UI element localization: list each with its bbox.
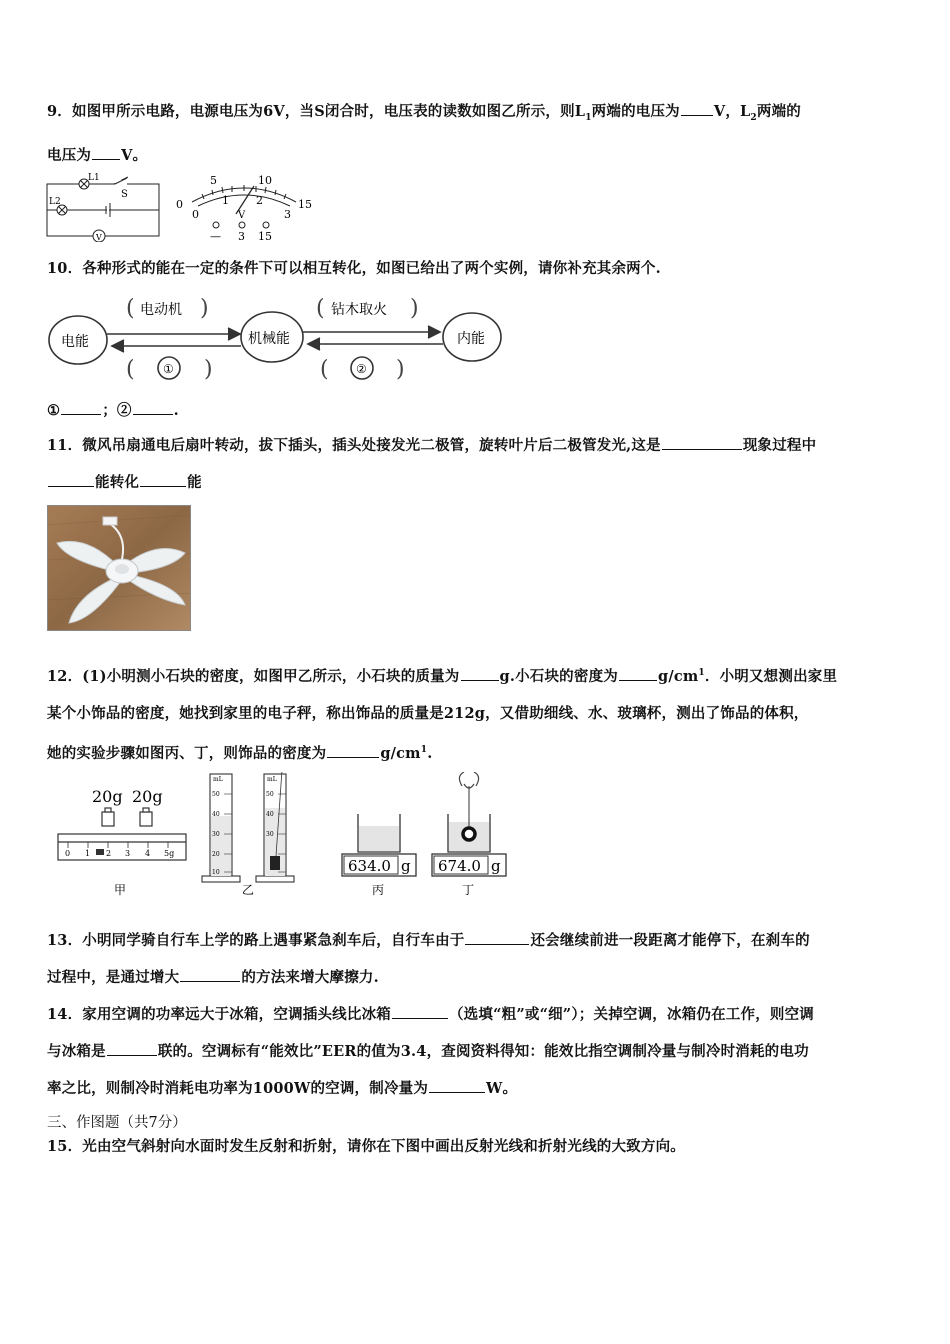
- dial-unit: V: [238, 210, 246, 221]
- q9-text: V，L: [713, 103, 751, 120]
- svg-text:): ): [396, 357, 405, 382]
- scale-reading-2: 674.0: [438, 857, 481, 875]
- answer-blank[interactable]: [662, 435, 742, 450]
- blank-marker-2: ②: [356, 362, 367, 376]
- answer-blank[interactable]: [392, 1004, 448, 1019]
- answer-blank[interactable]: [429, 1078, 485, 1093]
- cylinder-tick-label: 50: [212, 791, 220, 798]
- lamp-l1-label: L1: [88, 173, 100, 183]
- answer-blank[interactable]: [619, 666, 657, 681]
- q12-text: (1)小明测小石块的密度，如图甲乙所示，小石块的质量为: [82, 667, 460, 685]
- answer-blank[interactable]: [140, 472, 186, 487]
- dial-inner-label: 1: [222, 194, 229, 207]
- figure-label-bing: 丙: [372, 883, 385, 897]
- example-motor: 电动机: [140, 302, 182, 318]
- cylinder-tick-label: 30: [266, 831, 274, 838]
- section-heading: 三、作图题（共7分）: [47, 1115, 187, 1131]
- q12-text: g.小石块的密度为: [499, 667, 618, 685]
- subscript: 2: [750, 112, 757, 123]
- cylinder-tick-label: 40: [212, 811, 220, 818]
- ceiling-fan-photo: [47, 505, 191, 631]
- cylinder-tick-label: 50: [266, 791, 274, 798]
- q9-text: 如图甲所示电路，电源电压为6V，当S闭合时，电压表的读数如图乙所示，则L: [72, 103, 586, 120]
- figure-label-yi: 乙: [242, 883, 255, 897]
- superscript: 1: [420, 744, 428, 755]
- q14-text: （选填“粗”或“细”）；关掉空调，冰箱仍在工作，则空调: [448, 1006, 814, 1023]
- q10-text: 各种形式的能在一定的条件下可以相互转化，如图已给出了两个实例，请你补充其余两个.: [82, 260, 661, 277]
- unit-ml: mL: [213, 776, 223, 783]
- question-number: 9．: [47, 103, 72, 120]
- q9-text: V。: [121, 146, 148, 164]
- scale-unit: g: [401, 857, 411, 875]
- blank-marker-1: ①: [163, 362, 174, 376]
- dial-right-label: 15: [298, 198, 312, 211]
- switch-label: S: [121, 189, 128, 200]
- ruler-tick-label: 2: [106, 849, 112, 858]
- node-internal-energy: 内能: [457, 331, 485, 347]
- question-number: 12．: [47, 667, 83, 685]
- question-number: 15．: [47, 1138, 83, 1155]
- dial-top-label: 10: [258, 174, 272, 187]
- q9-text: 两端的电压为: [591, 103, 680, 120]
- svg-text:(: (: [320, 357, 329, 382]
- q12-text: ．小明又想测出家里: [704, 667, 838, 685]
- answer-blank[interactable]: [133, 400, 173, 415]
- energy-conversion-diagram: [44, 290, 514, 386]
- q13-text: 还会继续前进一段距离才能停下，在刹车的: [530, 932, 810, 949]
- q12-text: g/cm: [380, 744, 421, 762]
- answer-blank[interactable]: [327, 743, 379, 758]
- example-drill-fire: 钻木取火: [331, 302, 387, 318]
- q14-text: W。: [486, 1080, 518, 1097]
- cylinder-tick-label: 40: [266, 811, 274, 818]
- answer-blank[interactable]: [461, 666, 499, 681]
- ruler-tick-label: 5g: [164, 849, 175, 858]
- q12-text: .: [427, 744, 433, 762]
- svg-text:): ): [200, 296, 209, 321]
- terminal-label: —: [210, 230, 221, 243]
- question-10: [47, 250, 907, 287]
- question-13: [47, 922, 907, 996]
- question-11: [47, 427, 907, 501]
- lamp-l2-label: L2: [49, 197, 61, 207]
- q10-text: .: [173, 402, 179, 419]
- scale-reading-1: 634.0: [348, 857, 391, 875]
- q11-text: 能: [187, 474, 202, 491]
- svg-text:(: (: [316, 296, 325, 321]
- dial-inner-label: 2: [256, 194, 263, 207]
- answer-blank[interactable]: [681, 101, 713, 116]
- svg-text:): ): [410, 296, 419, 321]
- question-number: 11．: [47, 437, 83, 454]
- ruler-tick-label: 1: [85, 849, 91, 858]
- ruler-tick-label: 3: [125, 849, 131, 858]
- q9-text: 电压为: [47, 146, 92, 164]
- q13-text: 过程中，是通过增大: [47, 969, 180, 986]
- q11-text: 微风吊扇通电后扇叶转动，拔下插头，插头处接发光二极管，旋转叶片后二极管发光,这是: [82, 437, 661, 454]
- q14-text: 与冰箱是: [47, 1043, 106, 1060]
- q13-text: 小明同学骑自行车上学的路上遇事紧急刹车后，自行车由于: [82, 932, 465, 949]
- weight-label: 20g: [92, 787, 123, 806]
- answer-blank[interactable]: [61, 400, 101, 415]
- q15-text: 光由空气斜射向水面时发生反射和折射，请你在下图中画出反射光线和折射光线的大致方向。: [82, 1138, 685, 1155]
- density-experiment-figures: [52, 772, 512, 900]
- cylinder-tick-label: 10: [212, 869, 220, 876]
- node-mechanical-energy: 机械能: [248, 331, 290, 347]
- node-electric-energy: 电能: [61, 334, 89, 350]
- question-12: [47, 655, 907, 772]
- question-number: 14．: [47, 1006, 83, 1023]
- answer-blank[interactable]: [180, 967, 240, 982]
- cylinder-tick-label: 30: [212, 831, 220, 838]
- voltmeter-dial: [172, 168, 320, 244]
- question-number: 10．: [47, 260, 83, 277]
- voltmeter-label: V: [96, 233, 102, 242]
- q11-text: 能转化: [95, 474, 140, 491]
- question-number: 13．: [47, 932, 83, 949]
- q12-text: 某个小饰品的密度，她找到家里的电子秤，称出饰品的质量是212g，又借助细线、水、玻璃杯，测出了饰品的体积，: [47, 704, 809, 722]
- q12-text: g/cm: [658, 667, 699, 685]
- dial-left-label: 0: [176, 198, 183, 211]
- unit-ml: mL: [267, 776, 277, 783]
- q13-text: 的方法来增大摩擦力.: [241, 969, 379, 986]
- answer-blank[interactable]: [92, 145, 120, 160]
- ruler-tick-label: 0: [65, 849, 71, 858]
- question-14: [47, 996, 907, 1107]
- subscript: 1: [585, 112, 592, 123]
- q10-text: ；②: [102, 402, 132, 419]
- q10-text: ①: [47, 402, 61, 419]
- scale-unit: g: [491, 857, 501, 875]
- answer-blank[interactable]: [107, 1041, 157, 1056]
- svg-text:(: (: [126, 296, 135, 321]
- superscript: 1: [698, 668, 705, 678]
- q14-text: 率之比，则制冷时消耗电功率为1000W的空调，制冷量为: [47, 1080, 429, 1097]
- svg-text:(: (: [126, 357, 135, 382]
- circuit-diagram: [44, 168, 164, 242]
- q14-text: 家用空调的功率远大于冰箱，空调插头线比冰箱: [82, 1006, 391, 1023]
- question-15: [47, 1128, 907, 1165]
- dial-top-label: 5: [210, 174, 217, 187]
- ruler-tick-label: 4: [145, 849, 151, 858]
- q11-text: 现象过程中: [742, 437, 817, 454]
- figure-label-jia: 甲: [114, 883, 127, 897]
- dial-inner-label: 3: [284, 208, 291, 221]
- terminal-label: 3: [238, 230, 245, 243]
- terminal-label: 15: [258, 230, 272, 243]
- q14-text: 联的。空调标有“能效比”EER的值为3.4，查阅资料得知：能效比指空调制冷量与制冷时消耗的电功: [157, 1043, 809, 1060]
- svg-text:): ): [204, 357, 213, 382]
- q9-text: 两端的: [756, 103, 801, 120]
- q10-answer-line: [47, 392, 907, 429]
- answer-blank[interactable]: [465, 930, 529, 945]
- answer-blank[interactable]: [48, 472, 94, 487]
- weight-label: 20g: [132, 787, 163, 806]
- dial-inner-label: 0: [192, 208, 199, 221]
- q12-text: 她的实验步骤如图丙、丁，则饰品的密度为: [47, 744, 327, 762]
- figure-label-ding: 丁: [462, 883, 475, 897]
- question-9: [47, 93, 907, 174]
- cylinder-tick-label: 20: [212, 851, 220, 858]
